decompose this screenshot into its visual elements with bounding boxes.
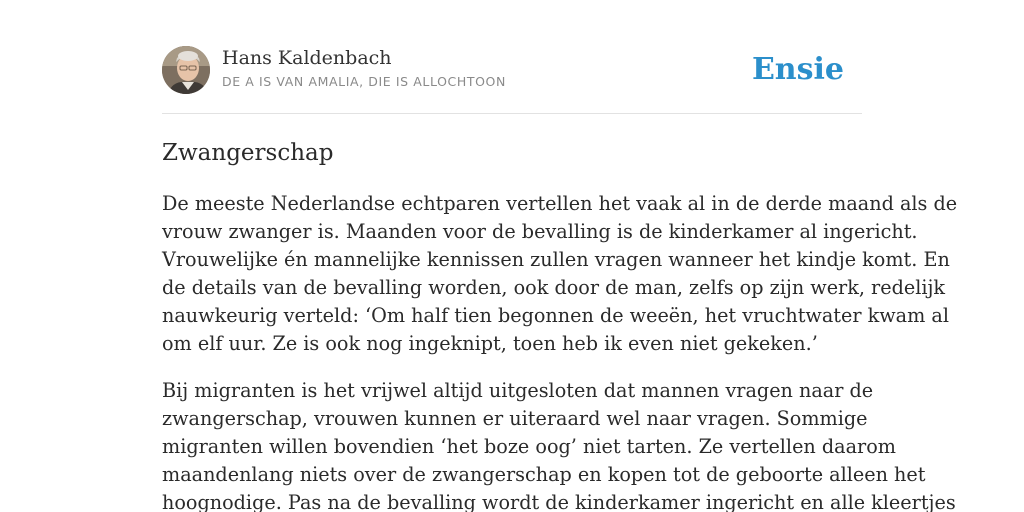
- paragraph-line: Vrouwelijke én mannelijke kennissen zullen vragen wanneer het kindje komt. En: [162, 248, 950, 271]
- article-paragraph: [162, 377, 956, 512]
- paragraph-line: de details van de bevalling worden, ook door de man, zelfs op zijn werk, redelijk: [162, 276, 946, 299]
- header-divider: [162, 113, 862, 114]
- portrait-image: [162, 46, 210, 94]
- paragraph-line: maandenlang niets over de zwangerschap en kopen tot de geboorte alleen het: [162, 463, 926, 486]
- paragraph-line: zwangerschap, vrouwen kunnen er uiteraard wel naar vragen. Sommige: [162, 407, 868, 430]
- paragraph-line: nauwkeurig verteld: ‘Om half tien begonnen de weeën, het vruchtwater kwam al: [162, 304, 949, 327]
- article-paragraph: [162, 190, 958, 358]
- article-title: Zwangerschap: [162, 140, 334, 166]
- paragraph-line: De meeste Nederlandse echtparen vertellen het vaak al in de derde maand als de: [162, 192, 958, 215]
- paragraph-line: migranten willen bovendien ‘het boze oog’ niet tarten. Ze vertellen daarom: [162, 435, 896, 458]
- paragraph-line: hoognodige. Pas na de bevalling wordt de kinderkamer ingericht en alle kleertjes: [162, 491, 956, 512]
- author-avatar[interactable]: [162, 46, 210, 94]
- ensie-logo[interactable]: Ensie: [751, 52, 844, 87]
- paragraph-line: om elf uur. Ze is ook nog ingeknipt, toen heb ik even niet gekeken.’: [162, 332, 818, 355]
- paragraph-line: vrouw zwanger is. Maanden voor de bevalling is de kinderkamer al ingericht.: [162, 220, 918, 243]
- author-header: [162, 46, 862, 96]
- author-name[interactable]: Hans Kaldenbach: [222, 47, 392, 69]
- paragraph-line: Bij migranten is het vrijwel altijd uitgesloten dat mannen vragen naar de: [162, 379, 874, 402]
- author-tagline: DE A IS VAN AMALIA, DIE IS ALLOCHTOON: [222, 74, 506, 89]
